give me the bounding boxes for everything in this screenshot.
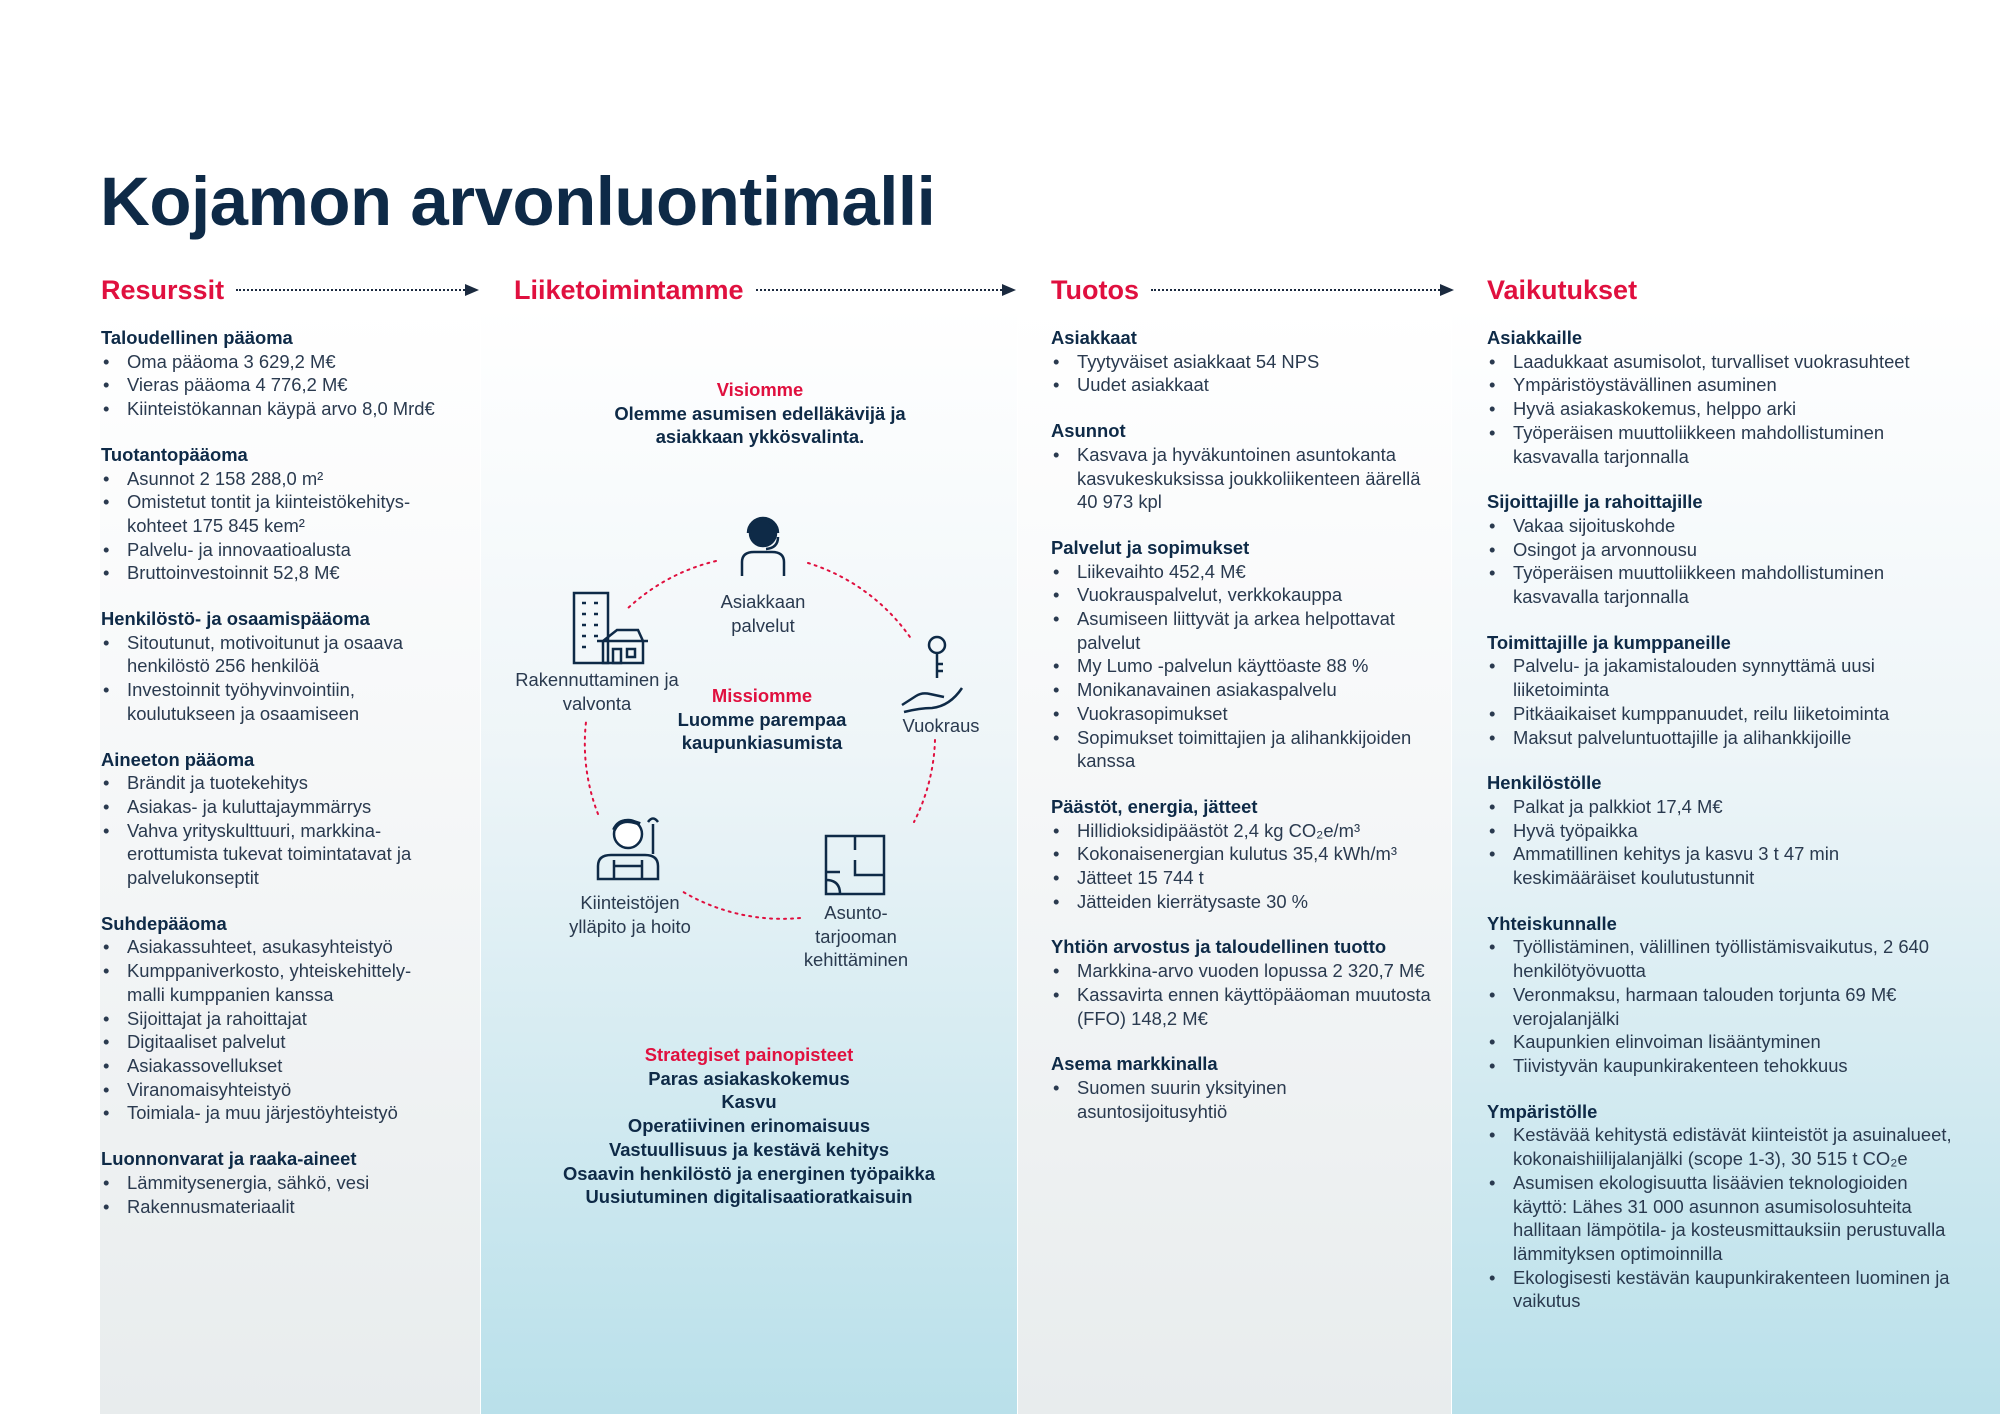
output-section [1051,419,1436,514]
section-title: Ympäristölle [1487,1100,1598,1122]
list-item: • Investoinnit työhyvinvointiin, koulutukseen ja osaamiseen [101,678,446,725]
list-item: • Lämmitysenergia, sähkö, vesi [101,1171,446,1195]
list-item: • Asiakassovellukset [101,1054,446,1078]
section-title: Sijoittajille ja rahoittajille [1487,491,1703,513]
strategy-block [521,1043,977,1209]
list-item: • Asiakassuhteet, asukasyhteistyö [101,935,446,959]
list-item: • Jätteiden kierrätysaste 30 % [1051,890,1436,914]
mission-title: Missiomme [711,685,813,706]
section-title: Aineeton pääoma [101,748,255,770]
maintenance-worker-icon [598,819,658,880]
output-section [1051,536,1436,773]
list-item: • Kassavirta ennen käyttöpääoman muutosta (FFO) 148,2 M€ [1051,983,1436,1030]
list-item: • Hyvä työpaikka [1487,819,1957,843]
list-item: • Omistetut tontit ja kiinteistökehitys-kohteet 175 845 kem² [101,490,446,537]
section-title: Palvelut ja sopimukset [1051,536,1250,558]
strategy-title: Strategiset painopisteet [644,1044,854,1065]
impact-section [1487,771,1957,890]
output-section [1051,935,1436,1030]
list-item: • Työllistäminen, välillinen työllistämisvaikutus, 2 640 henkilötyövuotta [1487,935,1957,982]
list-item: • Asumisen ekologisuutta lisäävien teknologioiden käyttö: Lähes 31 000 asunnon asumisolosuhteita hallitaan lämpötila- ja kosteusmittauksiin perustuvalla lämmityksen optimoinnilla [1487,1171,1957,1266]
list-item: • Pitkäaikaiset kumppanuudet, reilu liiketoiminta [1487,702,1957,726]
cycle-node-construction: Rakennuttaminen ja valvonta [515,669,679,714]
list-item: • Oma pääoma 3 629,2 M€ [101,350,446,374]
list-item: • Suomen suurin yksityinen asuntosijoitusyhtiö [1051,1076,1436,1123]
list-item: • Vieras pääoma 4 776,2 M€ [101,373,446,397]
list-item: • Sijoittajat ja rahoittajat [101,1007,446,1031]
impacts-column [1487,326,1957,1335]
list-item: • Kestävää kehitystä edistävät kiinteistöt ja asuinalueet, kokonaishiilijalanjälki (scope 1-3), 30 515 t CO₂e [1487,1123,1957,1170]
impact-section [1487,912,1957,1078]
list-item: • Työperäisen muuttoliikkeen mahdollistuminen kasvavalla tarjonnalla [1487,421,1957,468]
list-item: • Asiakas- ja kuluttajaymmärrys [101,795,446,819]
strategy-item: Paras asiakaskokemus [648,1067,850,1089]
vision-text: Olemme asumisen edelläkävijä ja asiakkaan ykkösvalinta. [614,402,906,448]
list-item: • Digitaaliset palvelut [101,1030,446,1054]
cycle-arc [626,561,716,610]
resources-header-label: Resurssit [101,274,225,305]
strategy-item: Operatiivinen erinomaisuus [627,1115,871,1137]
section-title: Toimittajille ja kumppaneille [1487,631,1731,653]
section-title: Yhteiskunnalle [1487,912,1617,934]
mission-block [672,684,852,755]
customer-service-icon [742,518,784,576]
output-section [1051,326,1436,397]
output-header-label: Tuotos [1051,274,1139,305]
list-item: • My Lumo -palvelun käyttöaste 88 % [1051,654,1436,678]
section-title: Asiakkaille [1487,327,1583,348]
buildings-icon [574,593,648,663]
section-title: Asiakkaat [1051,327,1137,348]
output-column [1051,326,1436,1145]
list-item: • Osingot ja arvonnousu [1487,538,1957,562]
list-item: • Kiinteistökannan käypä arvo 8,0 Mrd€ [101,397,446,421]
impact-section [1487,490,1957,609]
list-item: • Viranomaisyhteistyö [101,1078,446,1102]
list-item: • Sitoutunut, motivoitunut ja osaava henkilöstö 256 henkilöä [101,631,446,678]
cycle-arc [914,740,935,822]
list-item: • Liikevaihto 452,4 M€ [1051,560,1436,584]
section-title: Luonnonvarat ja raaka-aineet [101,1148,357,1170]
impact-section [1487,631,1957,750]
list-item: • Vahva yrityskulttuuri, markkina-erottumista tukevat toimintatavat ja palvelukonseptit [101,819,446,890]
section-title: Henkilöstö- ja osaamispääoma [101,608,370,630]
section-title: Taloudellinen pääoma [101,327,293,348]
page-title: Kojamon arvonluontimalli [100,163,936,240]
key-hand-icon [902,637,962,712]
list-item: • Palvelu- ja innovaatioalusta [101,538,446,562]
list-item: • Jätteet 15 744 t [1051,866,1436,890]
section-title: Henkilöstölle [1487,772,1602,794]
list-item: • Veronmaksu, harmaan talouden torjunta 69 M€ verojalanjälki [1487,983,1957,1030]
list-item: • Monikanavainen asiakaspalvelu [1051,678,1436,702]
list-item: • Kasvava ja hyväkuntoinen asuntokanta kasvukeskuksissa joukkoliikenteen äärellä 40 973 kpl [1051,443,1436,514]
impact-section [1487,1100,1957,1313]
strategy-item: Uusiutuminen digitalisaatioratkaisuin [585,1186,913,1208]
section-title: Yhtiön arvostus ja taloudellinen tuotto [1051,936,1387,958]
section-title: Asunnot [1051,420,1126,442]
impacts-header-label: Vaikutukset [1487,274,1638,305]
business-header-label: Liiketoimintamme [514,274,744,305]
section-title: Päästöt, energia, jätteet [1051,795,1258,817]
list-item: • Brändit ja tuotekehitys [101,771,446,795]
list-item: • Hillidioksidipäästöt 2,4 kg CO₂e/m³ [1051,819,1436,843]
list-item: • Ammatillinen kehitys ja kasvu 3 t 47 min keskimääräiset koulutustunnit [1487,842,1957,889]
list-item: • Laadukkaat asumisolot, turvalliset vuokrasuhteet [1487,350,1957,374]
list-item: • Asunnot 2 158 288,0 m² [101,467,446,491]
list-item: • Toimiala- ja muu järjestöyhteistyö [101,1101,446,1125]
list-item: • Hyvä asiakaskokemus, helppo arki [1487,397,1957,421]
list-item: • Ympäristöystävällinen asuminen [1487,373,1957,397]
list-item: • Vuokrauspalvelut, verkkokauppa [1051,583,1436,607]
list-item: • Tiivistyvän kaupunkirakenteen tehokkuus [1487,1054,1957,1078]
output-section [1051,795,1436,914]
output-section [1051,1052,1436,1123]
list-item: • Palkat ja palkkiot 17,4 M€ [1487,795,1957,819]
section-title: Asema markkinalla [1051,1053,1218,1075]
list-item: • Sopimukset toimittajien ja alihankkijoiden kanssa [1051,726,1436,773]
floor-plan-icon [826,836,884,894]
list-item: • Tyytyväiset asiakkaat 54 NPS [1051,350,1436,374]
cycle-node-renting: Vuokraus [902,715,980,736]
vision-title: Visiomme [716,379,804,400]
cycle-node-housing-offer: Asunto-tarjooman kehittäminen [803,902,909,971]
list-item: • Kaupunkien elinvoiman lisääntyminen [1487,1030,1957,1054]
cycle-arc [585,722,598,814]
impact-section [1487,326,1957,468]
list-item: • Vakaa sijoituskohde [1487,514,1957,538]
list-item: • Palvelu- ja jakamistalouden synnyttämä uusi liiketoiminta [1487,654,1957,701]
cycle-node-customer-service: Asiakkaan palvelut [720,591,806,636]
list-item: • Kumppaniverkosto, yhteiskehittely-malli kumppanien kanssa [101,959,446,1006]
list-item: • Asumiseen liittyvät ja arkea helpottavat palvelut [1051,607,1436,654]
section-title: Suhdepääoma [101,912,227,934]
list-item: • Markkina-arvo vuoden lopussa 2 320,7 M€ [1051,959,1436,983]
cycle-node-maintenance: Kiinteistöjen ylläpito ja hoito [569,892,691,937]
list-item: • Maksut palveluntuottajille ja alihankkijoille [1487,726,1957,750]
list-item: • Uudet asiakkaat [1051,373,1436,397]
strategy-item: Osaavin henkilöstö ja energinen työpaikka [562,1162,936,1184]
list-item: • Työperäisen muuttoliikkeen mahdollistuminen kasvavalla tarjonnalla [1487,561,1957,608]
list-item: • Rakennusmateriaalit [101,1195,446,1219]
list-item: • Vuokrasopimukset [1051,702,1436,726]
list-item: • Kokonaisenergian kulutus 35,4 kWh/m³ [1051,842,1436,866]
list-item: • Ekologisesti kestävän kaupunkirakenteen luominen ja vaikutus [1487,1266,1957,1313]
mission-text: Luomme parempaa kaupunkiasumista [677,708,847,754]
strategy-item: Vastuullisuus ja kestävä kehitys [608,1138,890,1160]
strategy-item: Kasvu [721,1091,777,1113]
cycle-arc [808,563,912,640]
section-title: Tuotantopääoma [101,443,248,465]
list-item: • Bruttoinvestoinnit 52,8 M€ [101,561,446,585]
